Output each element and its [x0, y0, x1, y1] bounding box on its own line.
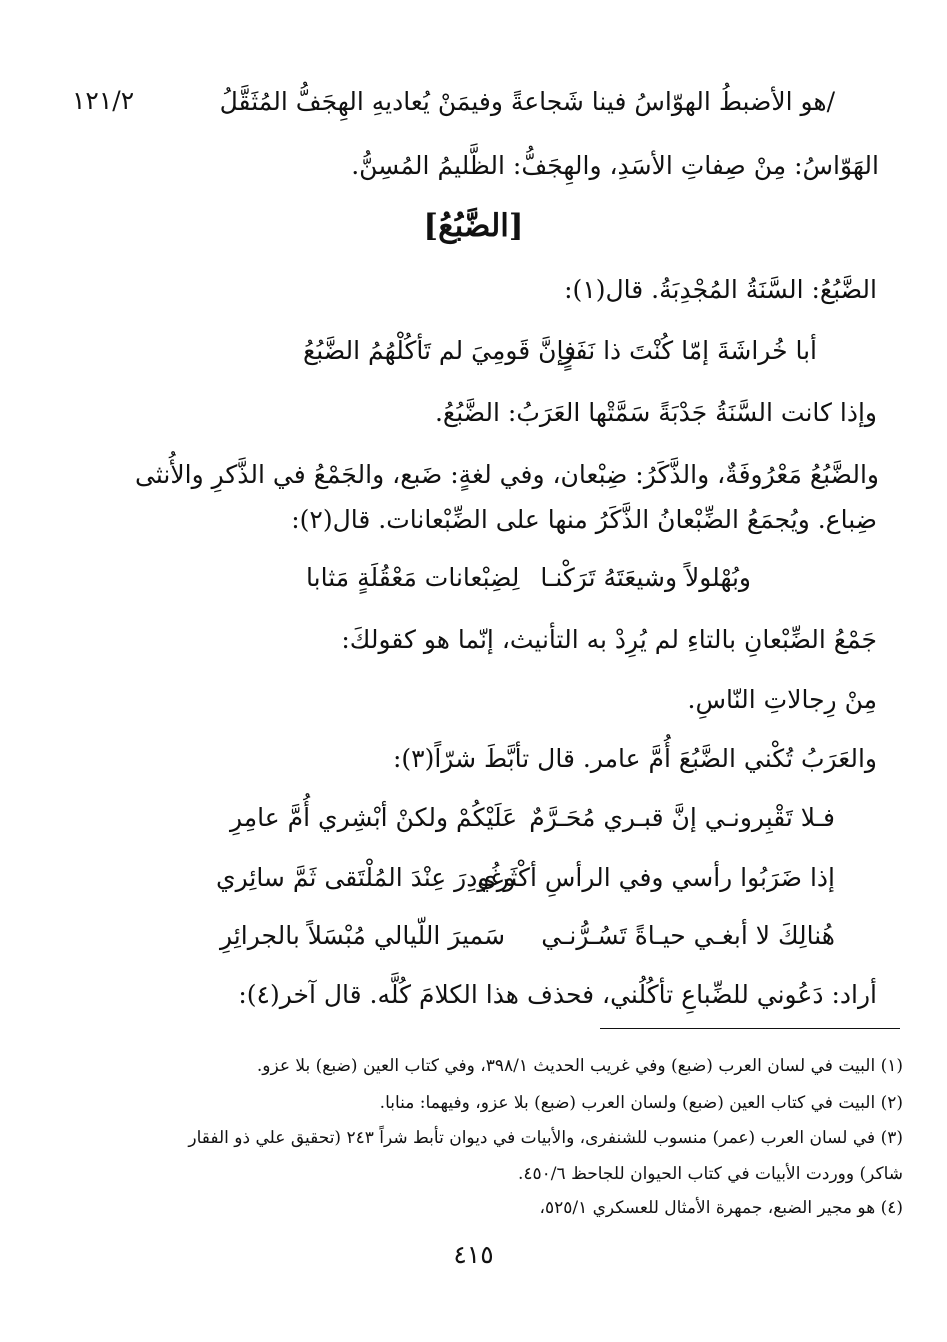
section-heading: [الضَّبُعُ]	[423, 208, 524, 244]
verse3-3-second-hemistich: سَميرَ اللّيالي مُبْسَلاً بالجرائِرِ	[220, 921, 506, 950]
verse1-first-hemistich: أبا خُراشَةَ إمّا كُنْتَ ذا نَفَرٍ	[561, 336, 817, 365]
paragraph-7: أراد: دَعُوني للضِّباعِ تأكُلُني، فحذف هذا الكلامَ كُلَّه. قال آخر(٤):	[238, 980, 877, 1009]
verse1-second-hemistich: فإنَّ قَومِيَ لم تَأكُلْهُمُ الضَّبُعُ	[303, 336, 577, 365]
verse3-3-first-hemistich: هُنالِكَ لا أبغـي حيـاةً تَسُـرُّنـي	[541, 921, 835, 950]
verse-line-top: /هو الأضبطُ الهوّاسُ فينا شَجاعةً وفيمَنْ يُعاديهِ الهِجَفُّ المُثَقَّلُ	[219, 87, 835, 116]
footnote-3-line2: شاكر) ووردت الأبيات في كتاب الحيوان للجاحظ ٤٥٠/٦.	[518, 1164, 903, 1184]
verse3-1-second-hemistich: عَلَيْكُمْ ولكنْ أبْشِري أُمَّ عامِرِ	[230, 803, 518, 832]
footnote-3-line1: (٣) في لسان العرب (عمر) منسوب للشنفرى، والأبيات في ديوان تأبط شراً ٢٤٣ (تحقيق علي ذو الفقار	[188, 1128, 903, 1148]
footnote-divider	[600, 1028, 900, 1029]
verse2-first-hemistich: وبُهْلولاً وشيعَتَهُ تَرَكْنـا	[540, 563, 751, 592]
verse3-2-second-hemistich: وغُودِرَ عِنْدَ المُلْتَقى ثَمَّ سائِري	[216, 863, 516, 892]
paragraph-6: والعَرَبُ تُكْني الضَّبُعَ أُمَّ عامر. قال تأبَّطَ شرّاً(٣):	[392, 744, 877, 773]
footnote-1: (١) البيت في لسان العرب (ضبع) وفي غريب الحديث ٣٩٨/١، وفي كتاب العين (ضبع) بلا عزو.	[256, 1056, 903, 1076]
volume-page-reference: ١٢١/٢	[72, 86, 135, 115]
paragraph-2: وإذا كانت السَّنَةُ جَدْبَةً سَمَّتْها العَرَبُ: الضَّبُعُ.	[434, 398, 877, 427]
paragraph-3-line2: ضِباع. ويُجمَعُ الضِّبْعانُ الذَّكَرُ منها على الضِّبْعانات. قال(٢):	[291, 505, 877, 534]
paragraph-5: مِنْ رِجالاتِ النّاسِ.	[687, 685, 877, 714]
footnote-2: (٢) البيت في كتاب العين (ضبع) ولسان العرب (ضبع) بلا عزو، وفيهما: منابا.	[379, 1093, 903, 1113]
verse3-2-first-hemistich: إذا ضَرَبُوا رأسي وفي الرأسِ أكْثَري	[477, 863, 835, 892]
definition-line: الضَّبُعُ: السَّنَةُ المُجْدِبَةُ. قال(١):	[564, 275, 877, 304]
paragraph-4: جَمْعُ الضِّبْعانِ بالتاءِ لم يُرِدْ به التأنيث، إنّما هو كقولكَ:	[341, 625, 877, 654]
verse2-second-hemistich: لِضِبْعانات مَعْقُلَةٍ مَثابا	[306, 563, 520, 592]
paragraph-3-line1: والضَّبُعُ مَعْرُوفَةٌ، والذَّكَرُ: ضِبْعان، وفي لغةٍ: ضَبع، والجَمْعُ في الذَّكرِ والأُنثى	[135, 460, 879, 489]
verse3-1-first-hemistich: فـلا تَقْبِرونـي إنَّ قبـري مُحَـرَّمٌ	[529, 803, 835, 832]
gloss-line: الهَوّاسُ: مِنْ صِفاتِ الأسَدِ، والهِجَفُّ: الظَّليمُ المُسِنُّ.	[351, 151, 879, 180]
page-number: ٤١٥	[453, 1240, 494, 1269]
footnote-4: (٤) هو مجير الضبع، جمهرة الأمثال للعسكري ٥٢٥/١،	[539, 1198, 903, 1218]
